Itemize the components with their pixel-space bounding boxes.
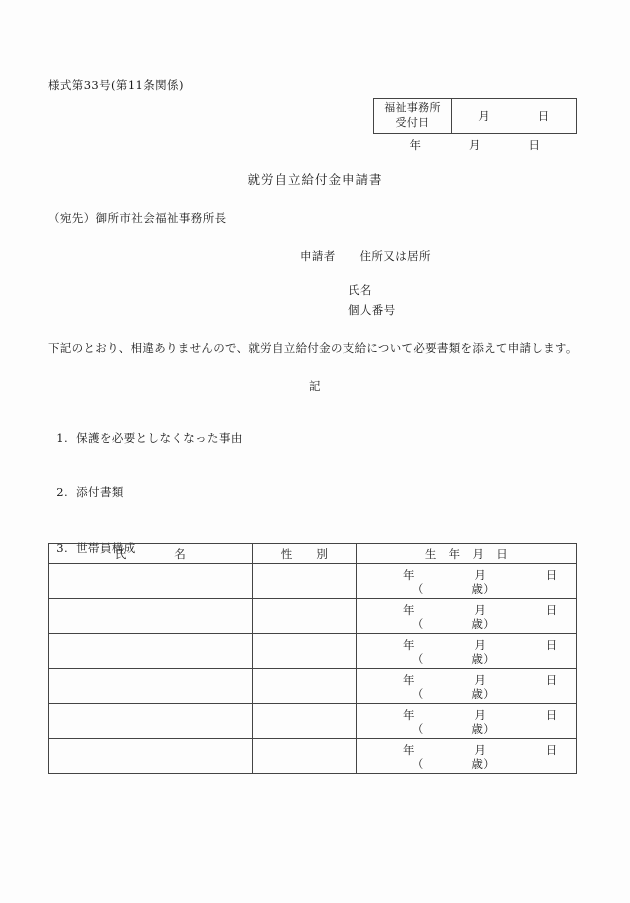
receipt-box-label-line1: 福祉事務所	[384, 101, 441, 115]
cell-date-of-birth[interactable]	[357, 634, 577, 669]
dob-age-line: （ 歳）	[411, 757, 496, 771]
cell-sex[interactable]	[253, 739, 357, 774]
cell-sex[interactable]	[253, 669, 357, 704]
item-3-label: 世帯員構成	[76, 541, 136, 556]
item-3-number: 3.	[56, 541, 69, 556]
cell-sex[interactable]	[253, 704, 357, 739]
item-2	[40, 471, 124, 514]
receipt-box-label-line2: 受付日	[395, 116, 430, 129]
dob-ymd-line: 年 月 日	[403, 568, 558, 582]
dob-ymd-line: 年 月 日	[403, 708, 558, 722]
table-row	[49, 739, 577, 774]
cell-date-of-birth[interactable]	[357, 704, 577, 739]
table-row	[49, 704, 577, 739]
item-1-number: 1.	[56, 431, 69, 446]
cell-name[interactable]	[49, 599, 253, 634]
receipt-box-label	[374, 99, 452, 133]
dob-age-line: （ 歳）	[411, 722, 496, 736]
table-row	[49, 669, 577, 704]
dob-age-line: （ 歳）	[411, 617, 496, 631]
table-header-row	[49, 544, 577, 564]
table-row	[49, 599, 577, 634]
column-header-name: 氏 名	[49, 544, 253, 564]
table-row	[49, 564, 577, 599]
welfare-office-receipt-box	[373, 98, 577, 134]
item-1	[40, 417, 243, 460]
page-title: 就労自立給付金申請書	[247, 172, 383, 187]
cell-date-of-birth[interactable]	[357, 669, 577, 704]
dob-age-line: （ 歳）	[411, 582, 496, 596]
cell-sex[interactable]	[253, 634, 357, 669]
declaration-text: 下記のとおり、相違ありませんので、就労自立給付金の支給について必要書類を添えて申請します。	[48, 341, 578, 355]
cell-name[interactable]	[49, 704, 253, 739]
column-header-sex: 性 別	[253, 544, 357, 564]
cell-sex[interactable]	[253, 599, 357, 634]
cell-date-of-birth[interactable]	[357, 599, 577, 634]
item-2-label: 添付書類	[76, 485, 124, 500]
cell-name[interactable]	[49, 669, 253, 704]
table-row	[49, 634, 577, 669]
applicant-address-label: 申請者 住所又は居所	[300, 249, 431, 263]
form-number: 様式第33号(第11条関係)	[48, 78, 184, 92]
dob-ymd-line: 年 月 日	[403, 638, 558, 652]
dob-age-line: （ 歳）	[411, 687, 496, 701]
item-1-label: 保護を必要としなくなった事由	[76, 431, 243, 446]
application-date-line[interactable]: 年 月 日	[409, 138, 541, 152]
cell-date-of-birth[interactable]	[357, 739, 577, 774]
cell-date-of-birth[interactable]	[357, 564, 577, 599]
receipt-date-field[interactable]: 月 日	[478, 109, 550, 123]
item-2-number: 2.	[56, 485, 69, 500]
dob-age-line: （ 歳）	[411, 652, 496, 666]
applicant-name-label: 氏名	[348, 283, 372, 297]
addressee-line: （宛先）御所市社会福祉事務所長	[48, 211, 227, 225]
dob-ymd-line: 年 月 日	[403, 673, 558, 687]
dob-ymd-line: 年 月 日	[403, 603, 558, 617]
cell-name[interactable]	[49, 634, 253, 669]
cell-name[interactable]	[49, 564, 253, 599]
household-members-table	[48, 543, 577, 774]
cell-sex[interactable]	[253, 564, 357, 599]
dob-ymd-line: 年 月 日	[403, 743, 558, 757]
column-header-dob: 生 年 月 日	[357, 544, 577, 564]
applicant-my-number-label: 個人番号	[348, 303, 396, 317]
ki-mark: 記	[309, 379, 321, 393]
cell-name[interactable]	[49, 739, 253, 774]
